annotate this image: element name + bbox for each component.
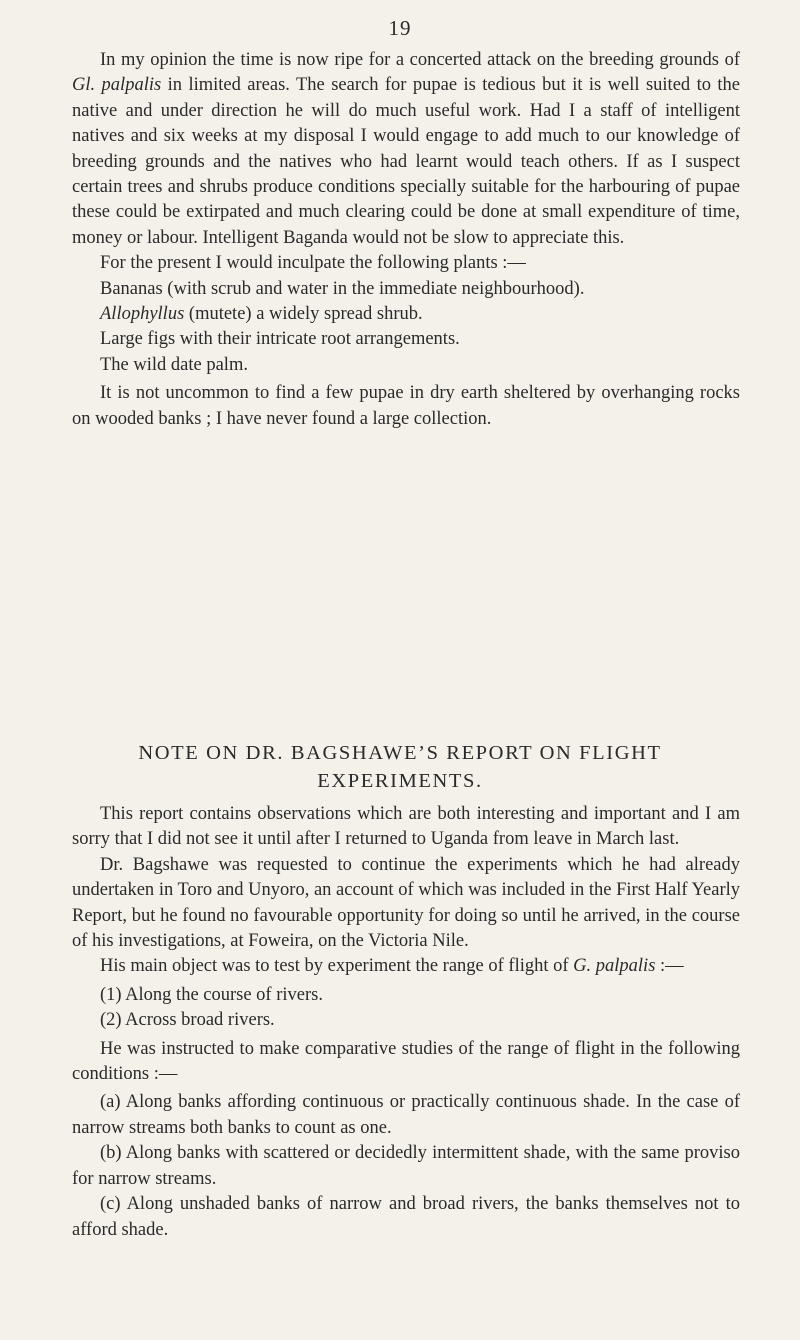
report-text-upper xyxy=(72,48,740,432)
condition-c: (c) Along unshaded banks of narrow and broad rivers, the banks themselves not to afford shade. xyxy=(72,1194,740,1240)
note-paragraph-1: This report contains observations which are both interesting and important and I am sorry that I did not see it until after I returned to Uganda from leave in March last. xyxy=(72,804,740,850)
note-heading: NOTE ON DR. BAGSHAWE’S REPORT ON FLIGHT xyxy=(138,742,662,764)
pupae-paragraph: It is not uncommon to find a few pupae in dry earth sheltered by overhanging rocks on wooded banks ; I have never found a large collection. xyxy=(72,383,740,429)
note-paragraph-4: He was instructed to make comparative studies of the range of flight in the following conditions :— xyxy=(72,1038,740,1085)
plant-item-3: Large figs with their intricate root arrangements. xyxy=(100,329,460,350)
condition-a: (a) Along banks affording continuous or practically continuous shade. In the case of narrow streams both banks to count as one. xyxy=(72,1092,740,1138)
plant-item-2: Allophyllus (mutete) a widely spread shrub. xyxy=(100,304,423,325)
page-number: 19 xyxy=(388,16,412,40)
object-item-1: (1) Along the course of rivers. xyxy=(100,984,323,1005)
note-text xyxy=(72,802,740,1243)
note-heading-line-2: EXPERIMENTS. xyxy=(317,770,483,792)
breeding-grounds-paragraph: In my opinion the time is now ripe for a concerted attack on the breeding grounds of Gl. palpalis in limited areas. The search for pupae is tedious but it is well suited to the native and under direction he will do much useful work. Had I a staff of intelligent natives and six weeks at my disposal I would engage to add much to our knowledge of breeding grounds and the natives who had learnt would teach others. If as I suspect certain trees and shrubs produce conditions specially suitable for the harbouring of pupae these could be extirpated and much clearing could be done at small expenditure of time, money or labour. Intelligent Baganda would not be slow to appreciate this. xyxy=(72,50,741,248)
plants-intro: For the present I would inculpate the following plants :— xyxy=(100,253,526,274)
note-paragraph-3: His main object was to test by experiment the range of flight of G. palpalis :— xyxy=(100,956,684,977)
object-item-2: (2) Across broad rivers. xyxy=(100,1010,275,1031)
plant-item-4: The wild date palm. xyxy=(100,354,248,375)
note-paragraph-2: Dr. Bagshawe was requested to continue the experiments which he had already undertaken in Toro and Unyoro, an account of which was included in the First Half Yearly Report, but he found no favourable opportunity for doing so until he arrived, in the course of his investigations, at Foweira, on the Victoria Nile. xyxy=(72,854,740,952)
plant-item-1: Bananas (with scrub and water in the immediate neighbourhood). xyxy=(100,278,585,299)
condition-b: (b) Along banks with scattered or decidedly intermittent shade, with the same proviso for narrow streams. xyxy=(72,1143,740,1189)
